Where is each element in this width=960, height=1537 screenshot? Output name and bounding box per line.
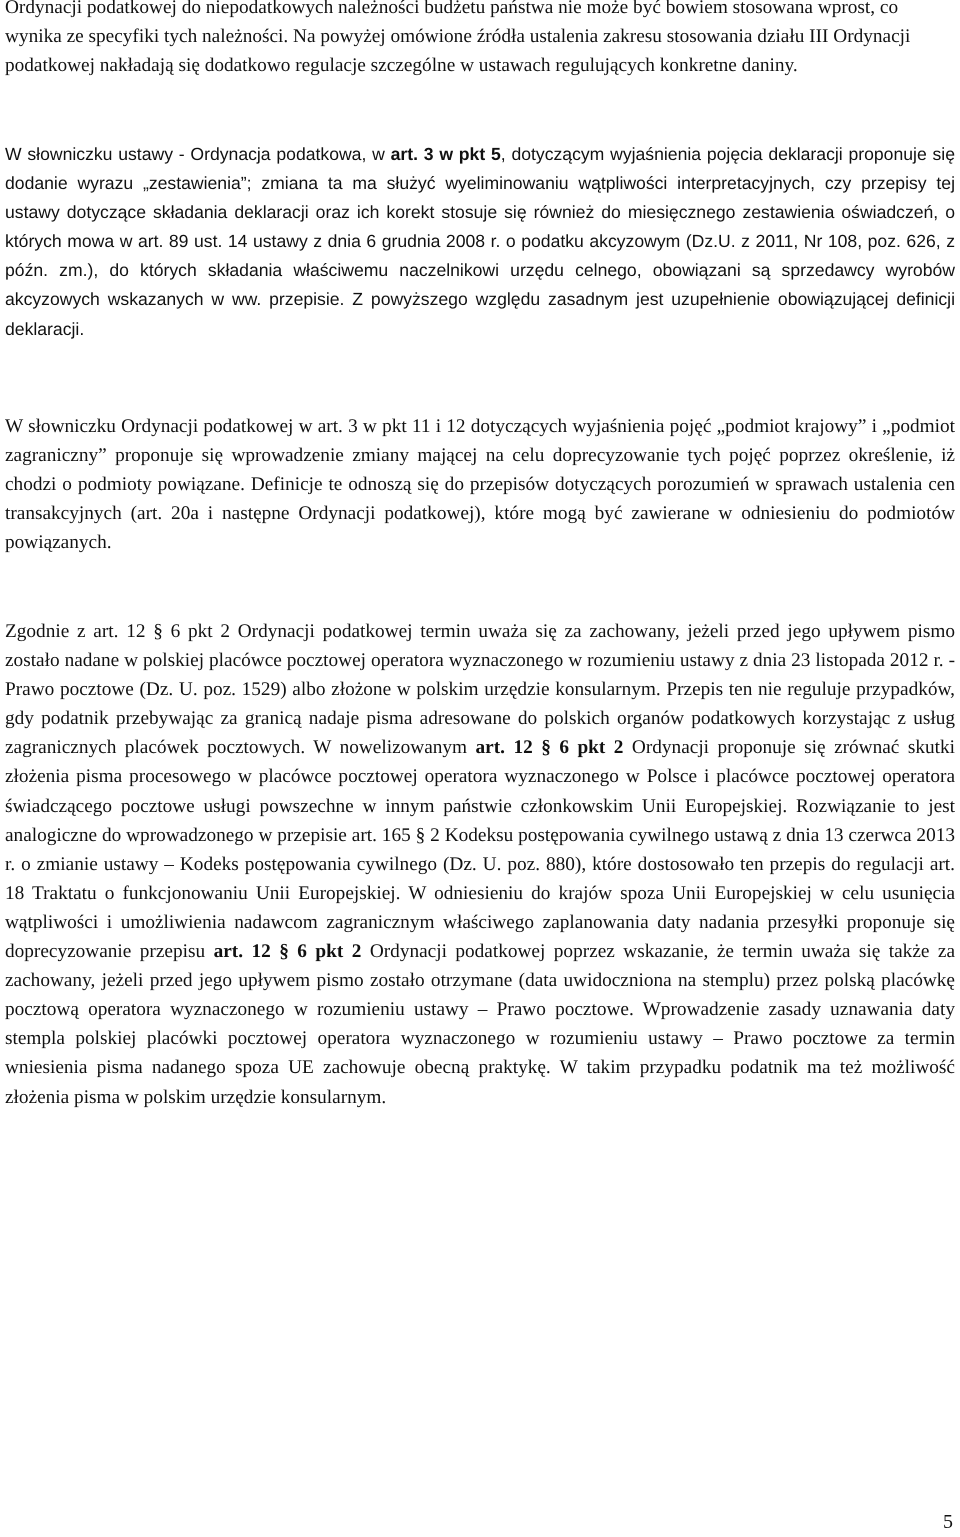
paragraph-4-text-b: Ordynacji proponuje się zrównać skutki złożenia pisma procesowego w placówce pocztowej operatora wyznaczonego w Polsce i placówce pocztowej operatora świadczącego pocztowe usługi powszechne w innym państwie członkowskim Unii Europejskiej. Rozwiązanie to jest analogiczne do wprowadzonego w przepisie art. 165 § 2 Kodeksu postępowania cywilnego ustawą z dnia 13 czerwca 2013 r. o zmianie ustawy – Kodeks postępowania cywilnego (Dz. U. poz. 880), które dostosowało ten przepis do regulacji art. 18 Traktatu o funkcjonowaniu Unii Europejskiej. W odniesieniu do krajów spoza Unii Europejskiej w celu usunięcia wątpliwości i umożliwienia nadawcom zagranicznym właściwego zaplanowania daty nadania przesyłki proponuje się doprecyzowanie przepisu (5, 737, 955, 963)
paragraph-3-text: W słowniczku Ordynacji podatkowej w art. 3 w pkt 11 i 12 dotyczących wyjaśnienia pojęć „podmiot krajowy” i „podmiot zagraniczny” proponuje się wprowadzenie zmiany mającej na celu doprecyzowanie tych pojęć poprzez określenie, iż chodzi o podmioty powiązane. Definicje te odnoszą się do przepisów dotyczących porozumień w sprawach ustalenia cen transakcyjnych (art. 20a i następne Ordynacji podatkowej), które mogą być zawierane w odniesieniu do podmiotów powiązanych. (5, 416, 955, 554)
paragraph-2-bold-reference: art. 3 w pkt 5 (390, 144, 501, 164)
paragraph-4-bold-reference-1: art. 12 § 6 pkt 2 (475, 737, 624, 759)
page-number: 5 (943, 1511, 953, 1533)
paragraph-4-bold-reference-2: art. 12 § 6 pkt 2 (213, 941, 362, 963)
paragraph-2-text-b: , dotyczącym wyjaśnienia pojęcia deklaracji proponuje się dodanie wyrazu „zestawienia”; zmiana ta ma służyć wyeliminowaniu wątpliwości interpretacyjnych, czy przepisy tej ustawy dotyczące składania deklaracji oraz ich korekt stosuje się również do miesięcznego zestawienia oświadczeń, o których mowa w art. 89 ust. 14 ustawy z dnia 6 grudnia 2008 r. o podatku akcyzowym (Dz.U. z 2011, Nr 108, poz. 626, z późn. zm.), do których składania właściwemu naczelnikowi urzędu celnego, obowiązani są sprzedawcy wyrobów akcyzowych wskazanych w ww. przepisie. Z powyższego względu zasadnym jest uzupełnienie obowiązującej definicji deklaracji. (5, 144, 956, 339)
paragraph-4-text-a: Zgodnie z art. 12 § 6 pkt 2 Ordynacji podatkowej termin uważa się za zachowany, jeżeli przed jego upływem pismo zostało nadane w polskiej placówce pocztowej operatora wyznaczonego w rozumieniu ustawy z dnia 23 listopada 2012 r. - Prawo pocztowe (Dz. U. poz. 1529) albo złożone w polskim urzędzie konsularnym. Przepis ten nie reguluje przypadków, gdy podatnik przebywając za granicą nadaje pisma adresowane do polskich organów podatkowych korzystając z usług zagranicznych placówek pocztowych. W nowelizowanym (5, 621, 955, 759)
paragraph-2 (5, 140, 955, 344)
paragraph-1 (5, 0, 955, 80)
paragraph-4 (5, 617, 955, 1112)
paragraph-3 (5, 412, 955, 557)
paragraph-1-text: Ordynacji podatkowej do niepodatkowych należności budżetu państwa nie może być bowiem stosowana wprost, co wynika ze specyfiki tych należności. Na powyżej omówione źródła ustalenia zakresu stosowania działu III Ordynacji podatkowej nakładają się dodatkowo regulacje szczególne w ustawach regulujących konkretne daniny. (5, 0, 911, 77)
paragraph-2-text-a: W słowniczku ustawy - Ordynacja podatkowa, w (5, 144, 391, 164)
paragraph-4-text-c: Ordynacji podatkowej poprzez wskazanie, że termin uważa się także za zachowany, jeżeli przed jego upływem pismo zostało otrzymane (data uwidoczniona na stemplu) przez polską placówkę pocztową operatora wyznaczonego w rozumieniu ustawy – Prawo pocztowe. Wprowadzenie zasady uznawania daty stempla polskiej placówki pocztowej operatora wyznaczonego w rozumieniu ustawy – Prawo pocztowe za termin wniesienia pisma nadanego spoza UE zachowuje obecną praktykę. W takim przypadku podatnik ma też możliwość złożenia pisma w polskim urzędzie konsularnym. (5, 941, 955, 1108)
